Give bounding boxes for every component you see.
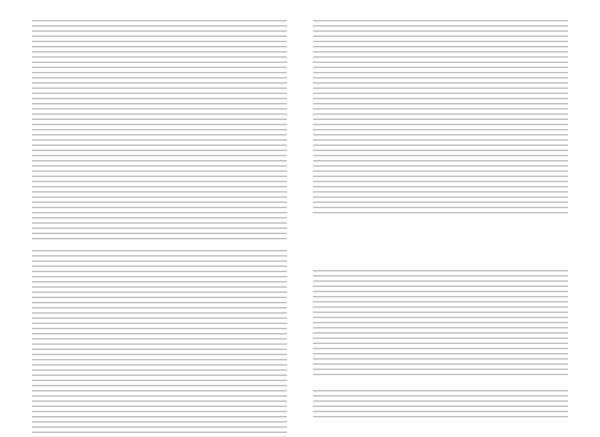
paragraph-block bbox=[32, 20, 287, 242]
paragraph-block bbox=[313, 270, 568, 376]
paragraph-block bbox=[313, 20, 568, 216]
paragraph-block bbox=[32, 250, 287, 437]
paragraph-block bbox=[313, 390, 568, 421]
